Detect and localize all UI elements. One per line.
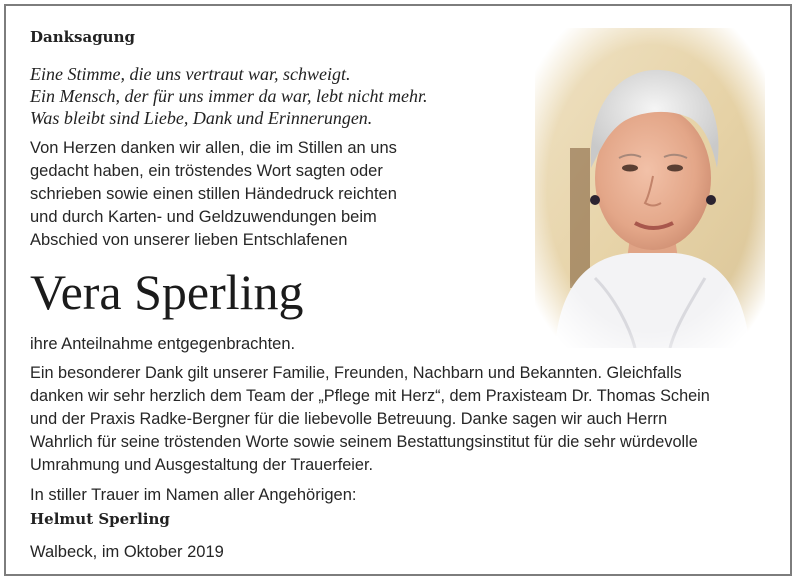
intro-line: gedacht haben, ein tröstendes Wort sagten oder <box>30 162 383 180</box>
intro-line: schrieben sowie einen stillen Händedruck reichten <box>30 185 397 203</box>
intro-line: Von Herzen danken wir allen, die im Stillen an uns <box>30 139 397 157</box>
thanks-line: Umrahmung und Ausgestaltung der Trauerfeier. <box>30 456 374 474</box>
special-thanks-text <box>30 362 772 477</box>
place-date: Walbeck, im Oktober 2019 <box>30 543 224 561</box>
poem-line: Eine Stimme, die uns vertraut war, schweigt. <box>30 64 351 84</box>
notice-heading: Danksagung <box>30 28 135 46</box>
intro-line: und durch Karten- und Geldzuwendungen beim <box>30 208 377 226</box>
poem-line: Ein Mensch, der für uns immer da war, lebt nicht mehr. <box>30 86 428 106</box>
poem-line: Was bleibt sind Liebe, Dank und Erinnerungen. <box>30 108 373 128</box>
intro-text <box>30 137 470 252</box>
portrait-photo <box>535 28 765 348</box>
deceased-name: Vera Sperling <box>30 264 304 320</box>
thanks-line: und der Praxis Radke-Bergner für die liebevolle Betreuung. Danke sagen wir auch Herrn <box>30 410 668 428</box>
poem <box>30 63 427 129</box>
intro-line: Abschied von unserer lieben Entschlafenen <box>30 231 348 249</box>
thanks-line: Wahrlich für seine tröstenden Worte sowie seinem Bestattungsinstitut für die sehr würdevolle <box>30 433 698 451</box>
thanks-line: danken wir sehr herzlich dem Team der „Pflege mit Herz“, dem Praxisteam Dr. Thomas Schein <box>30 387 710 405</box>
closing-text: In stiller Trauer im Namen aller Angehörigen: <box>30 486 357 504</box>
after-name-text: ihre Anteilnahme entgegenbrachten. <box>30 335 296 353</box>
signer-name: Helmut Sperling <box>30 510 170 528</box>
thanks-line: Ein besonderer Dank gilt unserer Familie, Freunden, Nachbarn und Bekannten. Gleichfalls <box>30 364 682 382</box>
